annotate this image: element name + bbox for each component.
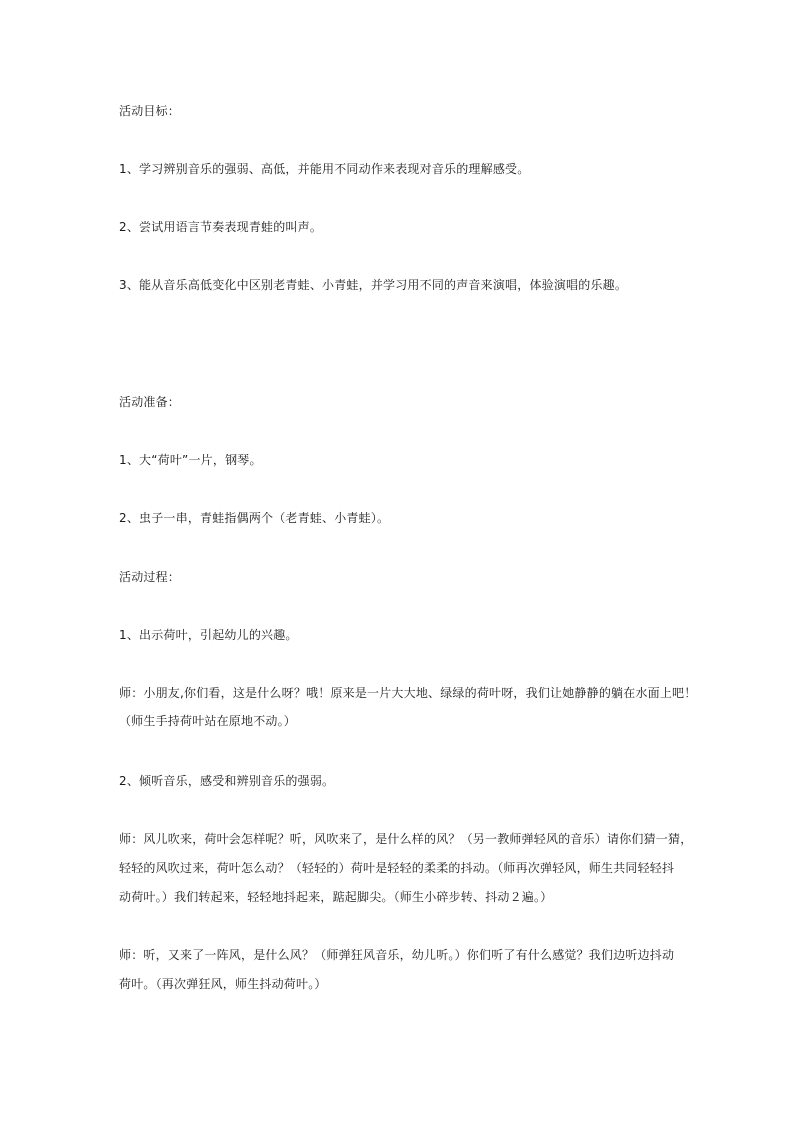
- paragraph-line: （师生手持荷叶站在原地不动。）: [119, 714, 297, 728]
- paragraph-line: 师：小朋友,你们看，这是什么呀？哦！原来是一片大大地、绿绿的荷叶呀，我们让她静静的躺在水面上吧！: [119, 686, 697, 700]
- goals-heading: 活动目标：: [119, 104, 181, 118]
- paragraph-line: 师：风儿吹来，荷叶会怎样呢？听，风吹来了，是什么样的风？（另一教师弹轻风的音乐）请你们猜一猜，: [119, 832, 693, 846]
- goal-item-3: 3、能从音乐高低变化中区别老青蛙、小青蛙，并学习用不同的声音来演唱，体验演唱的乐趣。: [119, 278, 628, 292]
- prep-item-1: 1、大“荷叶”一片，钢琴。: [119, 453, 262, 467]
- paragraph-line: 动荷叶。）我们转起来，轻轻地抖起来，踮起脚尖。（师生小碎步转、抖动２遍。）: [119, 890, 553, 904]
- goal-item-1: 1、学习辨别音乐的强弱、高低，并能用不同动作来表现对音乐的理解感受。: [119, 162, 530, 176]
- paragraph-line: 荷叶。（再次弹狂风，师生抖动荷叶。）: [119, 977, 327, 991]
- paragraph-line: 师：听，又来了一阵风，是什么风？（师弹狂风音乐，幼儿听。）你们听了有什么感觉？我们边听边抖动: [119, 948, 675, 962]
- goal-item-2: 2、尝试用语言节奏表现青蛙的叫声。: [119, 220, 323, 234]
- prep-item-2: 2、虫子一串，青蛙指偶两个（老青蛙、小青蛙）。: [119, 511, 390, 525]
- prep-heading: 活动准备：: [119, 395, 181, 409]
- process-step-2: 2、倾听音乐，感受和辨别音乐的强弱。: [119, 774, 335, 788]
- process-heading: 活动过程：: [119, 570, 181, 584]
- paragraph-line: 轻轻的风吹过来，荷叶怎么动？（轻轻的）荷叶是轻轻的柔柔的抖动。（师再次弹轻风，师生共同轻轻抖: [119, 861, 675, 875]
- process-step-1: 1、出示荷叶，引起幼儿的兴趣。: [119, 628, 298, 642]
